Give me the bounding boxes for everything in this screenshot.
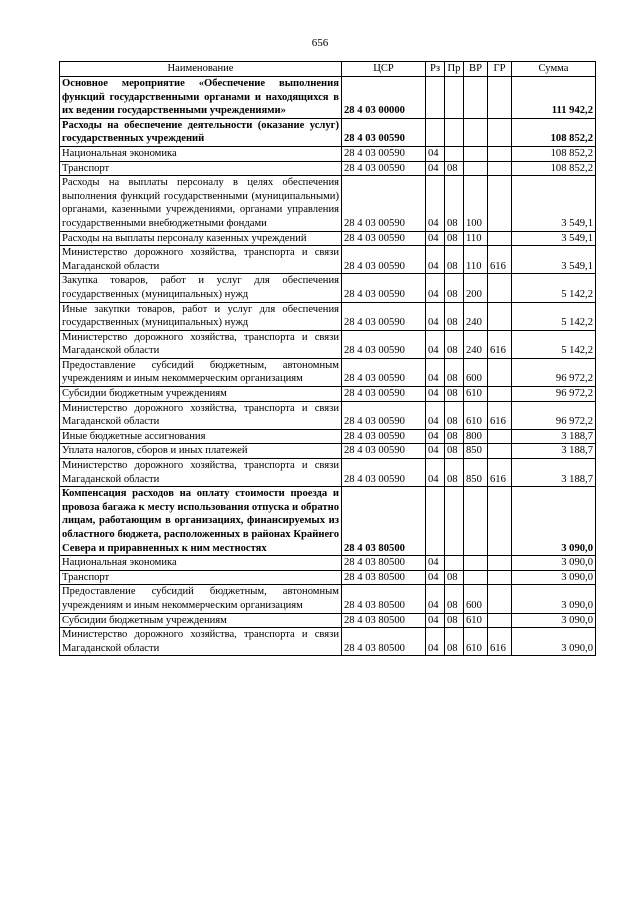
row-name-cell: Субсидии бюджетным учреждениям: [60, 613, 342, 628]
header-sum: Сумма: [512, 62, 596, 77]
header-rz: Рз: [426, 62, 445, 77]
header-name: Наименование: [60, 62, 342, 77]
row-pr-cell: 08: [445, 176, 464, 231]
table-row: [60, 613, 596, 628]
row-sum-cell: 108 852,2: [512, 146, 596, 161]
row-pr-cell: 08: [445, 330, 464, 358]
table-row: [60, 246, 596, 274]
row-sum-cell: 3 188,7: [512, 444, 596, 459]
row-code-cell: 28 4 03 00590: [342, 330, 426, 358]
row-gr-cell: [488, 231, 512, 246]
row-sum-cell: 3 549,1: [512, 246, 596, 274]
row-pr-cell: 08: [445, 613, 464, 628]
row-sum-cell: 108 852,2: [512, 161, 596, 176]
budget-table: [59, 61, 596, 656]
row-code-cell: 28 4 03 00590: [342, 161, 426, 176]
row-rz-cell: 04: [426, 231, 445, 246]
table-row: [60, 274, 596, 302]
row-pr-cell: 08: [445, 444, 464, 459]
row-rz-cell: 04: [426, 161, 445, 176]
row-pr-cell: [445, 556, 464, 571]
row-pr-cell: 08: [445, 459, 464, 487]
row-rz-cell: 04: [426, 302, 445, 330]
table-row: [60, 146, 596, 161]
row-sum-cell: 3 549,1: [512, 176, 596, 231]
row-rz-cell: [426, 487, 445, 556]
row-rz-cell: 04: [426, 401, 445, 429]
table-row: [60, 556, 596, 571]
row-sum-cell: 3 549,1: [512, 231, 596, 246]
row-rz-cell: 04: [426, 429, 445, 444]
row-name-cell: Иные бюджетные ассигнования: [60, 429, 342, 444]
row-gr-cell: [488, 570, 512, 585]
row-pr-cell: 08: [445, 358, 464, 386]
row-pr-cell: 08: [445, 231, 464, 246]
row-vr-cell: 610: [464, 401, 488, 429]
row-name-cell: Основное мероприятие «Обеспечение выполнения функций государственными органами и находящихся в их ведении государственными учреждениями»: [60, 77, 342, 119]
row-name-cell: Закупка товаров, работ и услуг для обеспечения государственных (муниципальных) нужд: [60, 274, 342, 302]
row-vr-cell: [464, 146, 488, 161]
table-row: [60, 176, 596, 231]
table-row: [60, 161, 596, 176]
header-vr: ВР: [464, 62, 488, 77]
table-body: [60, 77, 596, 656]
row-rz-cell: 04: [426, 556, 445, 571]
row-sum-cell: 96 972,2: [512, 401, 596, 429]
row-code-cell: 28 4 03 00000: [342, 77, 426, 119]
row-code-cell: 28 4 03 00590: [342, 387, 426, 402]
table-row: [60, 459, 596, 487]
table-row: [60, 570, 596, 585]
row-vr-cell: 110: [464, 231, 488, 246]
row-code-cell: 28 4 03 00590: [342, 118, 426, 146]
row-name-cell: Расходы на выплаты персоналу казенных учреждений: [60, 231, 342, 246]
row-pr-cell: [445, 77, 464, 119]
row-name-cell: Министерство дорожного хозяйства, транспорта и связи Магаданской области: [60, 246, 342, 274]
table-row: [60, 330, 596, 358]
table-row: [60, 358, 596, 386]
row-vr-cell: 850: [464, 444, 488, 459]
row-rz-cell: 04: [426, 387, 445, 402]
row-rz-cell: 04: [426, 570, 445, 585]
row-gr-cell: [488, 556, 512, 571]
row-pr-cell: 08: [445, 246, 464, 274]
row-vr-cell: 600: [464, 585, 488, 613]
row-pr-cell: [445, 146, 464, 161]
row-vr-cell: 610: [464, 628, 488, 656]
row-rz-cell: 04: [426, 459, 445, 487]
row-vr-cell: 240: [464, 302, 488, 330]
row-name-cell: Уплата налогов, сборов и иных платежей: [60, 444, 342, 459]
row-vr-cell: [464, 161, 488, 176]
table-row: [60, 487, 596, 556]
row-code-cell: 28 4 03 00590: [342, 246, 426, 274]
row-gr-cell: [488, 387, 512, 402]
row-rz-cell: 04: [426, 585, 445, 613]
row-name-cell: Предоставление субсидий бюджетным, автономным учреждениям и иным некоммерческим организациям: [60, 585, 342, 613]
row-sum-cell: 3 090,0: [512, 613, 596, 628]
row-sum-cell: 5 142,2: [512, 302, 596, 330]
row-vr-cell: [464, 118, 488, 146]
row-rz-cell: 04: [426, 613, 445, 628]
row-vr-cell: 850: [464, 459, 488, 487]
row-name-cell: Расходы на выплаты персоналу в целях обеспечения выполнения функций государственными (муниципальными) органами, казенными учреждениями, органами управления государственными внебюджетными фондами: [60, 176, 342, 231]
header-row: [60, 62, 596, 77]
row-name-cell: Субсидии бюджетным учреждениям: [60, 387, 342, 402]
header-gr: ГР: [488, 62, 512, 77]
row-sum-cell: 3 090,0: [512, 570, 596, 585]
row-gr-cell: 616: [488, 459, 512, 487]
row-code-cell: 28 4 03 80500: [342, 487, 426, 556]
row-pr-cell: 08: [445, 429, 464, 444]
row-vr-cell: 200: [464, 274, 488, 302]
row-sum-cell: 108 852,2: [512, 118, 596, 146]
table-row: [60, 401, 596, 429]
row-name-cell: Национальная экономика: [60, 556, 342, 571]
row-name-cell: Иные закупки товаров, работ и услуг для обеспечения государственных (муниципальных) нужд: [60, 302, 342, 330]
row-pr-cell: 08: [445, 585, 464, 613]
row-vr-cell: 610: [464, 387, 488, 402]
row-gr-cell: 616: [488, 628, 512, 656]
row-sum-cell: 5 142,2: [512, 274, 596, 302]
row-gr-cell: [488, 161, 512, 176]
row-code-cell: 28 4 03 80500: [342, 613, 426, 628]
row-sum-cell: 3 090,0: [512, 628, 596, 656]
table-row: [60, 118, 596, 146]
row-pr-cell: 08: [445, 302, 464, 330]
row-sum-cell: 3 090,0: [512, 556, 596, 571]
row-code-cell: 28 4 03 00590: [342, 146, 426, 161]
row-code-cell: 28 4 03 00590: [342, 401, 426, 429]
row-name-cell: Министерство дорожного хозяйства, транспорта и связи Магаданской области: [60, 628, 342, 656]
row-vr-cell: 110: [464, 246, 488, 274]
row-vr-cell: 610: [464, 613, 488, 628]
row-vr-cell: [464, 570, 488, 585]
row-gr-cell: [488, 118, 512, 146]
row-gr-cell: [488, 77, 512, 119]
row-sum-cell: 111 942,2: [512, 77, 596, 119]
row-code-cell: 28 4 03 00590: [342, 429, 426, 444]
row-gr-cell: [488, 487, 512, 556]
row-rz-cell: 04: [426, 444, 445, 459]
row-gr-cell: [488, 302, 512, 330]
row-sum-cell: 3 188,7: [512, 429, 596, 444]
row-sum-cell: 96 972,2: [512, 387, 596, 402]
row-vr-cell: 240: [464, 330, 488, 358]
row-vr-cell: 600: [464, 358, 488, 386]
row-name-cell: Компенсация расходов на оплату стоимости проезда и провоза багажа к месту использования отпуска и обратно лицам, работающим в организациях, финансируемых из областного бюджета, расположенных в районах Крайнего Севера и приравненных к ним местностях: [60, 487, 342, 556]
row-sum-cell: 3 090,0: [512, 585, 596, 613]
row-code-cell: 28 4 03 80500: [342, 556, 426, 571]
row-sum-cell: 3 188,7: [512, 459, 596, 487]
row-code-cell: 28 4 03 80500: [342, 585, 426, 613]
table-row: [60, 628, 596, 656]
row-rz-cell: 04: [426, 176, 445, 231]
row-vr-cell: 100: [464, 176, 488, 231]
row-rz-cell: 04: [426, 628, 445, 656]
row-name-cell: Национальная экономика: [60, 146, 342, 161]
row-code-cell: 28 4 03 00590: [342, 302, 426, 330]
row-pr-cell: 08: [445, 401, 464, 429]
row-sum-cell: 3 090,0: [512, 487, 596, 556]
row-rz-cell: 04: [426, 358, 445, 386]
row-gr-cell: [488, 613, 512, 628]
row-gr-cell: [488, 585, 512, 613]
row-gr-cell: 616: [488, 401, 512, 429]
row-gr-cell: [488, 358, 512, 386]
row-pr-cell: 08: [445, 628, 464, 656]
row-code-cell: 28 4 03 00590: [342, 176, 426, 231]
row-gr-cell: [488, 429, 512, 444]
row-gr-cell: 616: [488, 330, 512, 358]
row-name-cell: Предоставление субсидий бюджетным, автономным учреждениям и иным некоммерческим организациям: [60, 358, 342, 386]
row-name-cell: Транспорт: [60, 570, 342, 585]
table-row: [60, 77, 596, 119]
row-name-cell: Министерство дорожного хозяйства, транспорта и связи Магаданской области: [60, 459, 342, 487]
table-row: [60, 387, 596, 402]
row-rz-cell: 04: [426, 246, 445, 274]
header-pr: Пр: [445, 62, 464, 77]
row-code-cell: 28 4 03 00590: [342, 444, 426, 459]
row-pr-cell: 08: [445, 387, 464, 402]
row-name-cell: Транспорт: [60, 161, 342, 176]
row-pr-cell: 08: [445, 161, 464, 176]
row-pr-cell: 08: [445, 274, 464, 302]
row-rz-cell: [426, 118, 445, 146]
row-name-cell: Расходы на обеспечение деятельности (оказание услуг) государственных учреждений: [60, 118, 342, 146]
row-vr-cell: [464, 556, 488, 571]
table-row: [60, 444, 596, 459]
row-pr-cell: [445, 487, 464, 556]
row-gr-cell: [488, 274, 512, 302]
row-name-cell: Министерство дорожного хозяйства, транспорта и связи Магаданской области: [60, 401, 342, 429]
row-rz-cell: [426, 77, 445, 119]
row-gr-cell: [488, 176, 512, 231]
row-gr-cell: 616: [488, 246, 512, 274]
row-sum-cell: 96 972,2: [512, 358, 596, 386]
row-vr-cell: 800: [464, 429, 488, 444]
row-code-cell: 28 4 03 00590: [342, 231, 426, 246]
header-code: ЦСР: [342, 62, 426, 77]
row-code-cell: 28 4 03 80500: [342, 628, 426, 656]
row-code-cell: 28 4 03 00590: [342, 274, 426, 302]
row-code-cell: 28 4 03 80500: [342, 570, 426, 585]
table-row: [60, 302, 596, 330]
row-code-cell: 28 4 03 00590: [342, 459, 426, 487]
table-row: [60, 231, 596, 246]
row-vr-cell: [464, 77, 488, 119]
row-vr-cell: [464, 487, 488, 556]
row-gr-cell: [488, 146, 512, 161]
row-pr-cell: 08: [445, 570, 464, 585]
row-pr-cell: [445, 118, 464, 146]
row-rz-cell: 04: [426, 330, 445, 358]
table-row: [60, 585, 596, 613]
row-rz-cell: 04: [426, 146, 445, 161]
row-name-cell: Министерство дорожного хозяйства, транспорта и связи Магаданской области: [60, 330, 342, 358]
table-row: [60, 429, 596, 444]
page-number: 656: [311, 37, 329, 49]
row-rz-cell: 04: [426, 274, 445, 302]
row-gr-cell: [488, 444, 512, 459]
row-sum-cell: 5 142,2: [512, 330, 596, 358]
row-code-cell: 28 4 03 00590: [342, 358, 426, 386]
